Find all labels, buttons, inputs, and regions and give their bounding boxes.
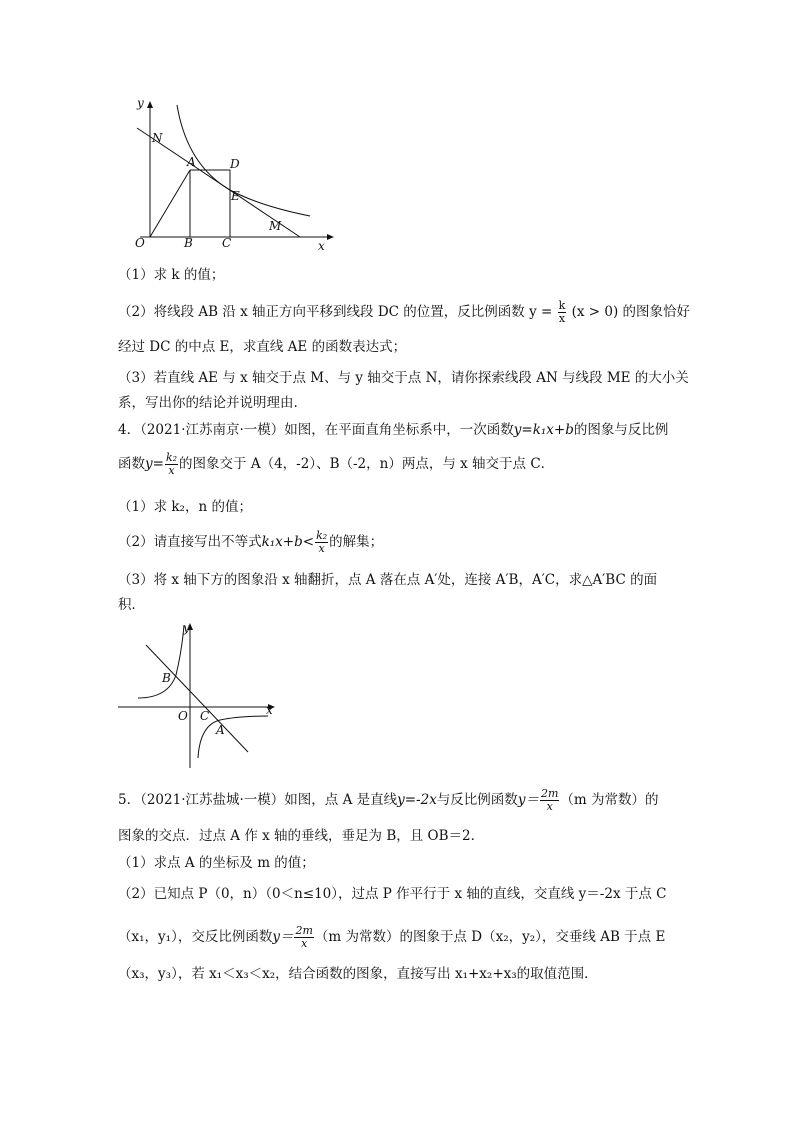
q4-part-2 — [118, 530, 383, 555]
q5-heading — [118, 788, 658, 813]
frac-num: k — [558, 299, 566, 312]
q3-part-3-line1: （3）若直线 AE 与 x 轴交于点 M、与 y 轴交于点 N，请你探索线段 AN 与线段 ME 的大小关 — [118, 370, 689, 386]
frac-num: k₂ — [316, 529, 328, 542]
q4-linear-func: y=k₁x+b — [513, 422, 574, 438]
figure-2-coordinate-graph — [118, 620, 283, 768]
q5-part-1: （1）求点 A 的坐标及 m 的值； — [118, 855, 315, 871]
q5-part-2-tail: （m 为常数）的图象于点 D（x₂，y₂），交垂线 AB 于点 E — [314, 929, 666, 945]
q5-y-eq: y＝ — [517, 792, 539, 808]
fig1-label-A: A — [187, 155, 196, 169]
fig2-label-A: A — [216, 723, 225, 737]
q5-fraction-2 — [294, 925, 313, 950]
q3-formula-fraction — [558, 300, 567, 325]
fig1-label-M: M — [269, 219, 282, 233]
q5-part-2-line3: （x₃，y₃），若 x₁＜x₃＜x₂，结合函数的图象，直接写出 x₁+x₂+x₃的取值范围． — [118, 966, 598, 982]
q4-fraction — [165, 452, 178, 477]
q5-part-2-line1: （2）已知点 P（0，n）（0＜n≤10），过点 P 作平行于 x 轴的直线，交直线 y＝-2x 于点 C — [118, 886, 667, 902]
q4-heading-tail: 的图象与反比例 — [573, 422, 669, 438]
q3-formula-condition: (x > 0) — [571, 304, 619, 320]
fig2-label-y: y — [183, 621, 190, 635]
figure-1-coordinate-graph — [125, 90, 335, 255]
frac-den: x — [558, 312, 566, 325]
q4-part-3-line1: （3）将 x 轴下方的图象沿 x 轴翻折，点 A 落在点 A′处，连接 A′B，A′C，求△A′BC 的面 — [118, 572, 658, 588]
fig2-label-x: x — [266, 703, 273, 717]
fig1-label-C: C — [222, 236, 232, 250]
q4-y-eq: y= — [145, 456, 164, 472]
q5-heading-text: 5．（2021·江苏盐城·一模）如图，点 A 是直线 — [118, 792, 398, 808]
fig1-label-y: y — [137, 96, 144, 110]
q4-ineq-fraction — [315, 530, 328, 555]
q5-heading-tail: （m 为常数）的 — [560, 792, 659, 808]
q4-part-2-text: （2）请直接写出不等式 — [118, 534, 262, 550]
q3-part-2-line1 — [118, 300, 690, 325]
fig1-label-N: N — [152, 131, 163, 145]
q5-part-2-text: （x₁，y₁），交反比例函数 — [118, 929, 273, 945]
q4-part-2-tail: 的解集； — [329, 534, 384, 550]
q5-part-2-line2 — [118, 925, 665, 950]
frac-den: x — [168, 464, 175, 477]
fig1-label-x: x — [318, 239, 325, 253]
q5-y-eq-2: y＝ — [272, 929, 294, 945]
fig1-label-D: D — [230, 157, 240, 171]
q3-part-2-tail: 的图象恰好 — [622, 304, 691, 320]
frac-num: 2m — [540, 787, 559, 800]
q4-text-c: A（4，-2）、B（-2，n）两点，与 x 轴交于点 C． — [250, 456, 555, 472]
fig1-label-O: O — [135, 236, 145, 250]
frac-den: x — [301, 937, 308, 950]
fig2-label-B: B — [162, 671, 171, 685]
q5-line-eq: y=-2x — [397, 792, 437, 808]
q3-part-3-line2: 系，写出你的结论并说明理由. — [118, 395, 298, 411]
q4-part-1: （1）求 k₂，n 的值； — [118, 499, 252, 515]
q4-line-2 — [118, 452, 554, 477]
q3-part-2-line2: 经过 DC 的中点 E，求直线 AE 的函数表达式； — [118, 339, 407, 355]
q4-part-3-line2: 积． — [118, 597, 145, 613]
frac-den: x — [318, 542, 325, 555]
q4-text: 函数 — [118, 456, 145, 472]
q5-line-2: 图象的交点．过点 A 作 x 轴的垂线，垂足为 B，且 OB＝2． — [118, 828, 485, 844]
q4-heading-text: 4．（2021·江苏南京·一模）如图，在平面直角坐标系中，一次函数 — [118, 422, 514, 438]
q4-heading — [118, 420, 668, 440]
q3-part-1: （1）求 k 的值； — [118, 267, 225, 283]
frac-num: 2m — [295, 924, 313, 937]
q5-fraction — [540, 788, 559, 813]
fig1-label-E: E — [231, 189, 240, 203]
q5-heading-mid: 与反比例函数 — [436, 792, 518, 808]
fig2-label-O: O — [178, 709, 188, 723]
fig1-label-B: B — [184, 236, 193, 250]
q4-inequality: k₁x+b< — [261, 534, 315, 550]
q3-formula-lhs: y = — [529, 304, 553, 320]
q4-text-b: 的图象交于 — [179, 456, 247, 472]
frac-num: k₂ — [165, 451, 178, 464]
q3-part-2-text: （2）将线段 AB 沿 x 轴正方向平移到线段 DC 的位置，反比例函数 — [118, 304, 525, 320]
fig2-label-C: C — [200, 709, 210, 723]
frac-den: x — [546, 800, 553, 813]
